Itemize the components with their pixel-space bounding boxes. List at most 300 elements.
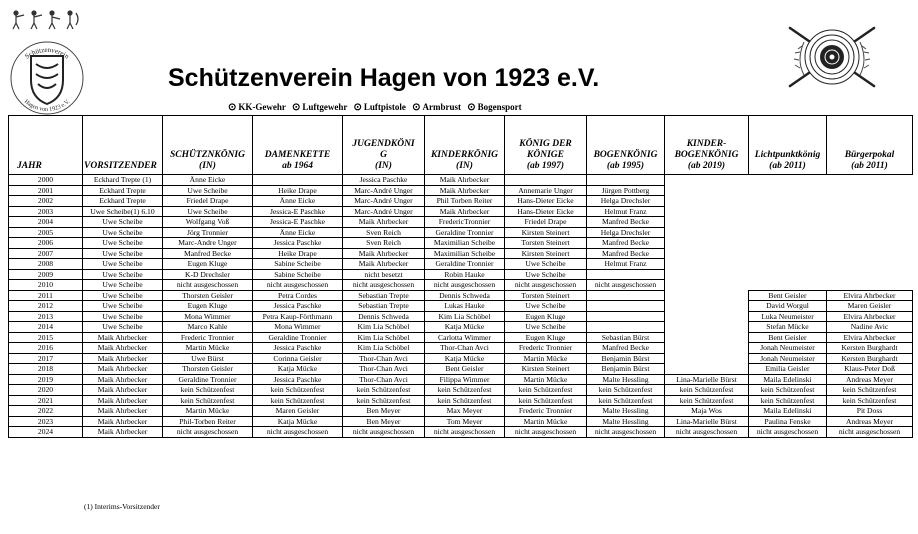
table-cell: Elvira Ahrbecker — [827, 290, 913, 301]
svg-text:Schützenverein: Schützenverein — [23, 45, 71, 61]
table-cell: Jessica Paschke — [253, 374, 343, 385]
table-cell: Uwe Scheibe — [83, 311, 163, 322]
table-cell: Thor-Chan Avci — [425, 343, 505, 354]
table-cell: Kirsten Steinert — [505, 364, 587, 375]
table-cell: Maik Ahrbecker — [425, 206, 505, 217]
table-cell — [665, 217, 749, 228]
table-cell: Maik Ahrbecker — [83, 374, 163, 385]
table-cell: Änne Eicke — [253, 227, 343, 238]
table-cell: Martin Mücke — [505, 353, 587, 364]
table-cell: Eckhard Trepte (1) — [83, 175, 163, 186]
table-cell: Maila Edelinski — [749, 374, 827, 385]
table-cell: Manfred Becke — [163, 248, 253, 259]
table-cell: Ben Meyer — [343, 406, 425, 417]
table-cell — [665, 353, 749, 364]
table-cell: Kim Lia Schöbel — [425, 311, 505, 322]
table-cell: 2002 — [9, 196, 83, 207]
table-cell — [665, 364, 749, 375]
table-cell: Maik Ahrbecker — [83, 406, 163, 417]
table-cell: kein Schützenfest — [163, 395, 253, 406]
table-cell: kein Schützenfest — [253, 385, 343, 396]
column-header: BOGENKÖNIG (ab 1995) — [587, 116, 665, 175]
table-cell: 2003 — [9, 206, 83, 217]
table-cell — [827, 196, 913, 207]
table-cell: Uwe Scheibe — [83, 259, 163, 270]
table-cell — [665, 322, 749, 333]
table-cell: Lukas Hauke — [425, 301, 505, 312]
table-cell: Benjamin Bürst — [587, 364, 665, 375]
table-cell — [749, 238, 827, 249]
table-cell: Maik Ahrbecker — [83, 385, 163, 396]
table-cell: Maik Ahrbecker — [83, 364, 163, 375]
disciplines-line — [224, 102, 522, 113]
table-cell: Bent Geisler — [425, 364, 505, 375]
table-cell: Marc-André Unger — [343, 185, 425, 196]
discipline-1: KK-Gewehr — [238, 102, 286, 112]
table-cell: Maik Ahrbecker — [83, 353, 163, 364]
table-cell: Kim Lia Schöbel — [343, 343, 425, 354]
table-cell: nicht besetzt — [343, 269, 425, 280]
table-cell — [665, 301, 749, 312]
table-cell: Maik Ahrbecker — [343, 217, 425, 228]
table-row — [9, 196, 913, 207]
table-cell: Wolfgang Voß — [163, 217, 253, 228]
table-cell — [749, 259, 827, 270]
table-cell: Heike Drape — [253, 185, 343, 196]
table-row — [9, 301, 913, 312]
table-row — [9, 259, 913, 270]
table-cell: 2020 — [9, 385, 83, 396]
table-cell: nicht ausgeschossen — [163, 427, 253, 438]
table-cell: Jörg Tronnier — [163, 227, 253, 238]
table-cell — [665, 196, 749, 207]
table-cell: Sabine Scheibe — [253, 269, 343, 280]
table-cell: Uwe Scheibe — [83, 290, 163, 301]
table-cell: Dennis Schweda — [425, 290, 505, 301]
table-row — [9, 406, 913, 417]
table-cell: 2008 — [9, 259, 83, 270]
table-cell: 2024 — [9, 427, 83, 438]
target-crossed-rifles-logo — [782, 20, 882, 92]
table-cell: Martin Mücke — [505, 374, 587, 385]
table-cell: Emilia Geisler — [749, 364, 827, 375]
page-title: Schützenverein Hagen von 1923 e.V. — [168, 64, 600, 92]
table-cell: Jonah Neumeister — [749, 353, 827, 364]
header-row — [9, 116, 913, 175]
table-cell: Pit Doss — [827, 406, 913, 417]
table-cell: Manfred Becke — [587, 238, 665, 249]
table-cell — [749, 280, 827, 291]
table-cell: Paulina Fenske — [749, 416, 827, 427]
table-cell: nicht ausgeschossen — [587, 427, 665, 438]
table-cell: 2006 — [9, 238, 83, 249]
discipline-4: Armbrust — [422, 102, 461, 112]
table-cell: Maik Ahrbecker — [425, 185, 505, 196]
table-cell: Helga Drechsler — [587, 227, 665, 238]
table-cell — [665, 259, 749, 270]
column-header: Lichtpunktkönig (ab 2011) — [749, 116, 827, 175]
table-cell: Maik Ahrbecker — [343, 248, 425, 259]
disc-bullet-icon: ⊙ — [467, 102, 476, 113]
table-cell: Malte Hessling — [587, 374, 665, 385]
table-cell: Corinna Geisler — [253, 353, 343, 364]
table-cell: David Worgul — [749, 301, 827, 312]
table-cell — [665, 206, 749, 217]
discipline-5: Bogensport — [477, 102, 522, 112]
table-cell: Robin Hauke — [425, 269, 505, 280]
table-cell: Mona Wimmer — [253, 322, 343, 333]
table-cell: Ben Meyer — [343, 416, 425, 427]
table-cell: 2011 — [9, 290, 83, 301]
table-cell: Uwe Scheibe — [163, 206, 253, 217]
table-cell: kein Schützenfest — [827, 385, 913, 396]
table-cell: Sebastian Trepte — [343, 290, 425, 301]
column-header: DAMENKETTE ab 1964 — [253, 116, 343, 175]
table-cell: Max Meyer — [425, 406, 505, 417]
table-cell: Torsten Steinert — [505, 238, 587, 249]
table-cell: Helmut Franz — [587, 259, 665, 270]
table-cell — [587, 301, 665, 312]
table-cell — [665, 227, 749, 238]
table-cell: Kim Lia Schöbel — [343, 332, 425, 343]
table-cell: Benjamin Bürst — [587, 353, 665, 364]
table-cell: nicht ausgeschossen — [163, 280, 253, 291]
table-cell: Marc-André Unger — [343, 206, 425, 217]
table-cell: Marc-André Unger — [343, 196, 425, 207]
table-cell: 2012 — [9, 301, 83, 312]
table-cell: Maximilian Scheibe — [425, 248, 505, 259]
column-header: JUGENDKÖNI G (IN) — [343, 116, 425, 175]
table-cell: Manfred Becke — [587, 217, 665, 228]
table-cell: Sven Reich — [343, 238, 425, 249]
table-cell: Uwe Scheibe — [505, 301, 587, 312]
table-row — [9, 280, 913, 291]
table-cell: Elvira Ahrbecker — [827, 311, 913, 322]
table-cell: Manfred Becke — [587, 343, 665, 354]
table-cell: Jessica-E Paschke — [253, 206, 343, 217]
table-cell — [587, 269, 665, 280]
table-cell: Uwe Scheibe — [505, 259, 587, 270]
table-cell: Friedel Drape — [505, 217, 587, 228]
disc-bullet-icon: ⊙ — [291, 102, 301, 113]
table-cell — [749, 175, 827, 186]
table-cell: Torsten Steinert — [505, 290, 587, 301]
table-cell — [749, 248, 827, 259]
table-cell — [827, 227, 913, 238]
table-cell: 2009 — [9, 269, 83, 280]
table-cell — [749, 206, 827, 217]
table-row — [9, 395, 913, 406]
table-cell: nicht ausgeschossen — [665, 427, 749, 438]
table-cell: Kersten Burghardt — [827, 353, 913, 364]
table-row — [9, 185, 913, 196]
table-cell: nicht ausgeschossen — [253, 280, 343, 291]
table-cell: 2013 — [9, 311, 83, 322]
table-cell: FredericTronnier — [425, 217, 505, 228]
table-cell — [665, 269, 749, 280]
table-cell: 2017 — [9, 353, 83, 364]
table-cell: Jessica Paschke — [343, 175, 425, 186]
table-row — [9, 353, 913, 364]
table-row — [9, 311, 913, 322]
table-cell: Jessica-E Paschke — [253, 217, 343, 228]
table-cell — [665, 248, 749, 259]
table-cell — [665, 290, 749, 301]
table-cell: Geraldine Tronnier — [163, 374, 253, 385]
table-cell: 2021 — [9, 395, 83, 406]
table-cell: Eugen Kluge — [163, 259, 253, 270]
table-cell — [665, 343, 749, 354]
table-cell: Manfred Becke — [587, 248, 665, 259]
table-cell: Eugen Kluge — [163, 301, 253, 312]
table-cell: nicht ausgeschossen — [505, 427, 587, 438]
table-cell: kein Schützenfest — [505, 395, 587, 406]
table-cell: 2023 — [9, 416, 83, 427]
table-cell: Änne Eicke — [253, 196, 343, 207]
table-row — [9, 322, 913, 333]
table-cell: 2004 — [9, 217, 83, 228]
table-cell: Lina-Marielle Bürst — [665, 374, 749, 385]
table-cell: nicht ausgeschossen — [505, 280, 587, 291]
table-row — [9, 227, 913, 238]
disc-bullet-icon: ⊙ — [353, 102, 362, 113]
table-cell: Petra Cordes — [253, 290, 343, 301]
table-cell: Phil Torben Reiter — [425, 196, 505, 207]
table-cell: Maik Ahrbecker — [83, 343, 163, 354]
table-cell — [665, 175, 749, 186]
table-cell: 2018 — [9, 364, 83, 375]
table-cell — [827, 238, 913, 249]
table-cell: Stefan Mücke — [749, 322, 827, 333]
table-cell: kein Schützenfest — [749, 385, 827, 396]
table-cell: 2015 — [9, 332, 83, 343]
table-cell: Klaus-Peter Doß — [827, 364, 913, 375]
table-cell: kein Schützenfest — [505, 385, 587, 396]
disc-bullet-icon: ⊙ — [228, 102, 237, 113]
table-cell: kein Schützenfest — [425, 395, 505, 406]
table-row — [9, 343, 913, 354]
column-header: KÖNIG DER KÖNIGE (ab 1997) — [505, 116, 587, 175]
table-cell: kein Schützenfest — [587, 385, 665, 396]
table-row — [9, 290, 913, 301]
table-cell: Uwe Scheibe — [83, 280, 163, 291]
table-cell: 2005 — [9, 227, 83, 238]
table-cell: Martin Mücke — [505, 416, 587, 427]
table-cell: nicht ausgeschossen — [343, 427, 425, 438]
table-cell: Uwe Scheibe — [83, 322, 163, 333]
footnote: (1) Interims-Vorsitzender — [84, 502, 160, 511]
table-cell — [749, 217, 827, 228]
table-cell: Thor-Chan Avci — [343, 364, 425, 375]
table-cell: Katja Mücke — [253, 364, 343, 375]
column-header: Bürgerpokal (ab 2011) — [827, 116, 913, 175]
table-cell: Maximilian Scheibe — [425, 238, 505, 249]
table-cell: Uwe Scheibe — [83, 238, 163, 249]
table-cell — [827, 206, 913, 217]
table-cell: Kirsten Steinert — [505, 248, 587, 259]
table-cell: nicht ausgeschossen — [749, 427, 827, 438]
table-cell: Martin Mücke — [163, 406, 253, 417]
table-cell: Kersten Burghardt — [827, 343, 913, 354]
table-cell: 2019 — [9, 374, 83, 385]
table-cell — [505, 175, 587, 186]
table-cell: kein Schützenfest — [665, 385, 749, 396]
table-cell: Maik Ahrbecker — [83, 332, 163, 343]
table-cell: Sven Reich — [343, 227, 425, 238]
table-cell — [587, 175, 665, 186]
table-cell: kein Schützenfest — [425, 385, 505, 396]
table-cell: nicht ausgeschossen — [827, 427, 913, 438]
table-row — [9, 269, 913, 280]
table-cell: Uwe Scheibe — [83, 217, 163, 228]
table-cell: Mona Wimmer — [163, 311, 253, 322]
table-cell: Uwe Scheibe — [83, 248, 163, 259]
table-row — [9, 217, 913, 228]
table-cell: 2007 — [9, 248, 83, 259]
column-header: JAHR — [9, 116, 83, 175]
table-cell — [665, 311, 749, 322]
table-cell — [827, 185, 913, 196]
table-cell — [749, 227, 827, 238]
table-cell — [827, 269, 913, 280]
table-row — [9, 238, 913, 249]
table-cell: Andreas Meyer — [827, 416, 913, 427]
table-cell — [749, 269, 827, 280]
table-cell: Frederic Tronnier — [505, 343, 587, 354]
column-header: SCHÜTZNKÖNIG (IN) — [163, 116, 253, 175]
table-cell: Uwe Scheibe — [83, 269, 163, 280]
table-cell: kein Schützenfest — [749, 395, 827, 406]
table-cell: Phil-Torben Reiter — [163, 416, 253, 427]
table-cell: nicht ausgeschossen — [587, 280, 665, 291]
table-cell: Katja Mücke — [425, 353, 505, 364]
table-cell: Sebastian Trepte — [343, 301, 425, 312]
table-cell: Malte Hessling — [587, 416, 665, 427]
table-cell — [827, 280, 913, 291]
table-cell: Katja Mücke — [253, 416, 343, 427]
table-cell: Eckhard Trepte — [83, 196, 163, 207]
table-cell — [587, 322, 665, 333]
table-cell: Geraldine Tronnier — [253, 332, 343, 343]
table-cell: Nadine Avic — [827, 322, 913, 333]
table-cell: Änne Eicke — [163, 175, 253, 186]
table-cell: Maren Geisler — [253, 406, 343, 417]
table-cell: Helmut Franz — [587, 206, 665, 217]
table-cell: Maik Ahrbecker — [83, 416, 163, 427]
club-crest-logo — [6, 6, 88, 118]
table-cell: kein Schützenfest — [827, 395, 913, 406]
table-cell: Thor-Chan Avci — [343, 353, 425, 364]
table-cell: 2022 — [9, 406, 83, 417]
table-cell — [665, 280, 749, 291]
table-cell: Hans-Dieter Eicke — [505, 196, 587, 207]
disc-bullet-icon: ⊙ — [412, 102, 421, 113]
table-cell: Frederic Tronnier — [163, 332, 253, 343]
table-cell: kein Schützenfest — [163, 385, 253, 396]
table-cell: Hans-Dieter Eicke — [505, 206, 587, 217]
table-cell: Uwe Scheibe — [83, 227, 163, 238]
table-cell: Frederic Tronnier — [505, 406, 587, 417]
table-cell: kein Schützenfest — [343, 395, 425, 406]
table-cell: Maik Ahrbecker — [343, 259, 425, 270]
table-cell: Heike Drape — [253, 248, 343, 259]
table-cell: kein Schützenfest — [665, 395, 749, 406]
table-cell: Filippa Wimmer — [425, 374, 505, 385]
column-header: KINDER- BOGENKÖNIG (ab 2019) — [665, 116, 749, 175]
table-cell — [665, 332, 749, 343]
table-cell: Uwe Bürst — [163, 353, 253, 364]
table-cell: Marc-Andre Unger — [163, 238, 253, 249]
table-cell: Andreas Meyer — [827, 374, 913, 385]
table-cell: Elvira Ahrbecker — [827, 332, 913, 343]
table-cell: Eugen Kluge — [505, 311, 587, 322]
table-cell — [587, 311, 665, 322]
table-cell: Annemarie Unger — [505, 185, 587, 196]
table-row — [9, 206, 913, 217]
table-row — [9, 427, 913, 438]
table-cell — [827, 217, 913, 228]
table-cell: Jessica Paschke — [253, 301, 343, 312]
table-cell: Martin Mücke — [163, 343, 253, 354]
table-row — [9, 364, 913, 375]
table-cell — [749, 185, 827, 196]
table-cell: nicht ausgeschossen — [425, 280, 505, 291]
discipline-3: Luftpistole — [363, 102, 406, 112]
table-cell: Jessica Paschke — [253, 343, 343, 354]
table-cell: Katja Mücke — [425, 322, 505, 333]
table-cell: Tom Meyer — [425, 416, 505, 427]
table-cell: Maik Ahrbecker — [83, 395, 163, 406]
table-cell: nicht ausgeschossen — [343, 280, 425, 291]
table-cell: Helga Drechsler — [587, 196, 665, 207]
column-header: VORSITZENDER — [83, 116, 163, 175]
table-cell: Maren Geisler — [827, 301, 913, 312]
table-row — [9, 416, 913, 427]
table-cell — [665, 238, 749, 249]
table-cell: Sabine Scheibe — [253, 259, 343, 270]
table-cell: Luka Neumeister — [749, 311, 827, 322]
table-cell: Friedel Drape — [163, 196, 253, 207]
svg-text:Hagen von 1923 e.V.: Hagen von 1923 e.V. — [22, 98, 72, 114]
table-cell: kein Schützenfest — [343, 385, 425, 396]
table-cell: nicht ausgeschossen — [425, 427, 505, 438]
table-cell: Jessica Paschke — [253, 238, 343, 249]
table-cell: 2001 — [9, 185, 83, 196]
table-cell: Geraldine Tronnier — [425, 227, 505, 238]
table-cell: Dennis Schweda — [343, 311, 425, 322]
table-cell: Marco Kahle — [163, 322, 253, 333]
table-row — [9, 175, 913, 186]
table-cell — [665, 185, 749, 196]
table-cell: Eckhard Trepte — [83, 185, 163, 196]
table-cell — [749, 196, 827, 207]
table-cell: Geraldine Tronnier — [425, 259, 505, 270]
table-cell: Jonah Neumeister — [749, 343, 827, 354]
table-cell: Maja Wos — [665, 406, 749, 417]
table-cell: 2016 — [9, 343, 83, 354]
table-cell: Uwe Scheibe(1) 6.10 — [83, 206, 163, 217]
column-header: KINDERKÖNIG (IN) — [425, 116, 505, 175]
table-cell: Kirsten Steinert — [505, 227, 587, 238]
table-cell: kein Schützenfest — [253, 395, 343, 406]
table-cell: 2010 — [9, 280, 83, 291]
table-cell — [827, 259, 913, 270]
table-cell: 2000 — [9, 175, 83, 186]
table-body — [9, 175, 913, 438]
table-cell: Bent Geisler — [749, 290, 827, 301]
table-cell: Maik Ahrbecker — [425, 175, 505, 186]
table-cell — [827, 248, 913, 259]
